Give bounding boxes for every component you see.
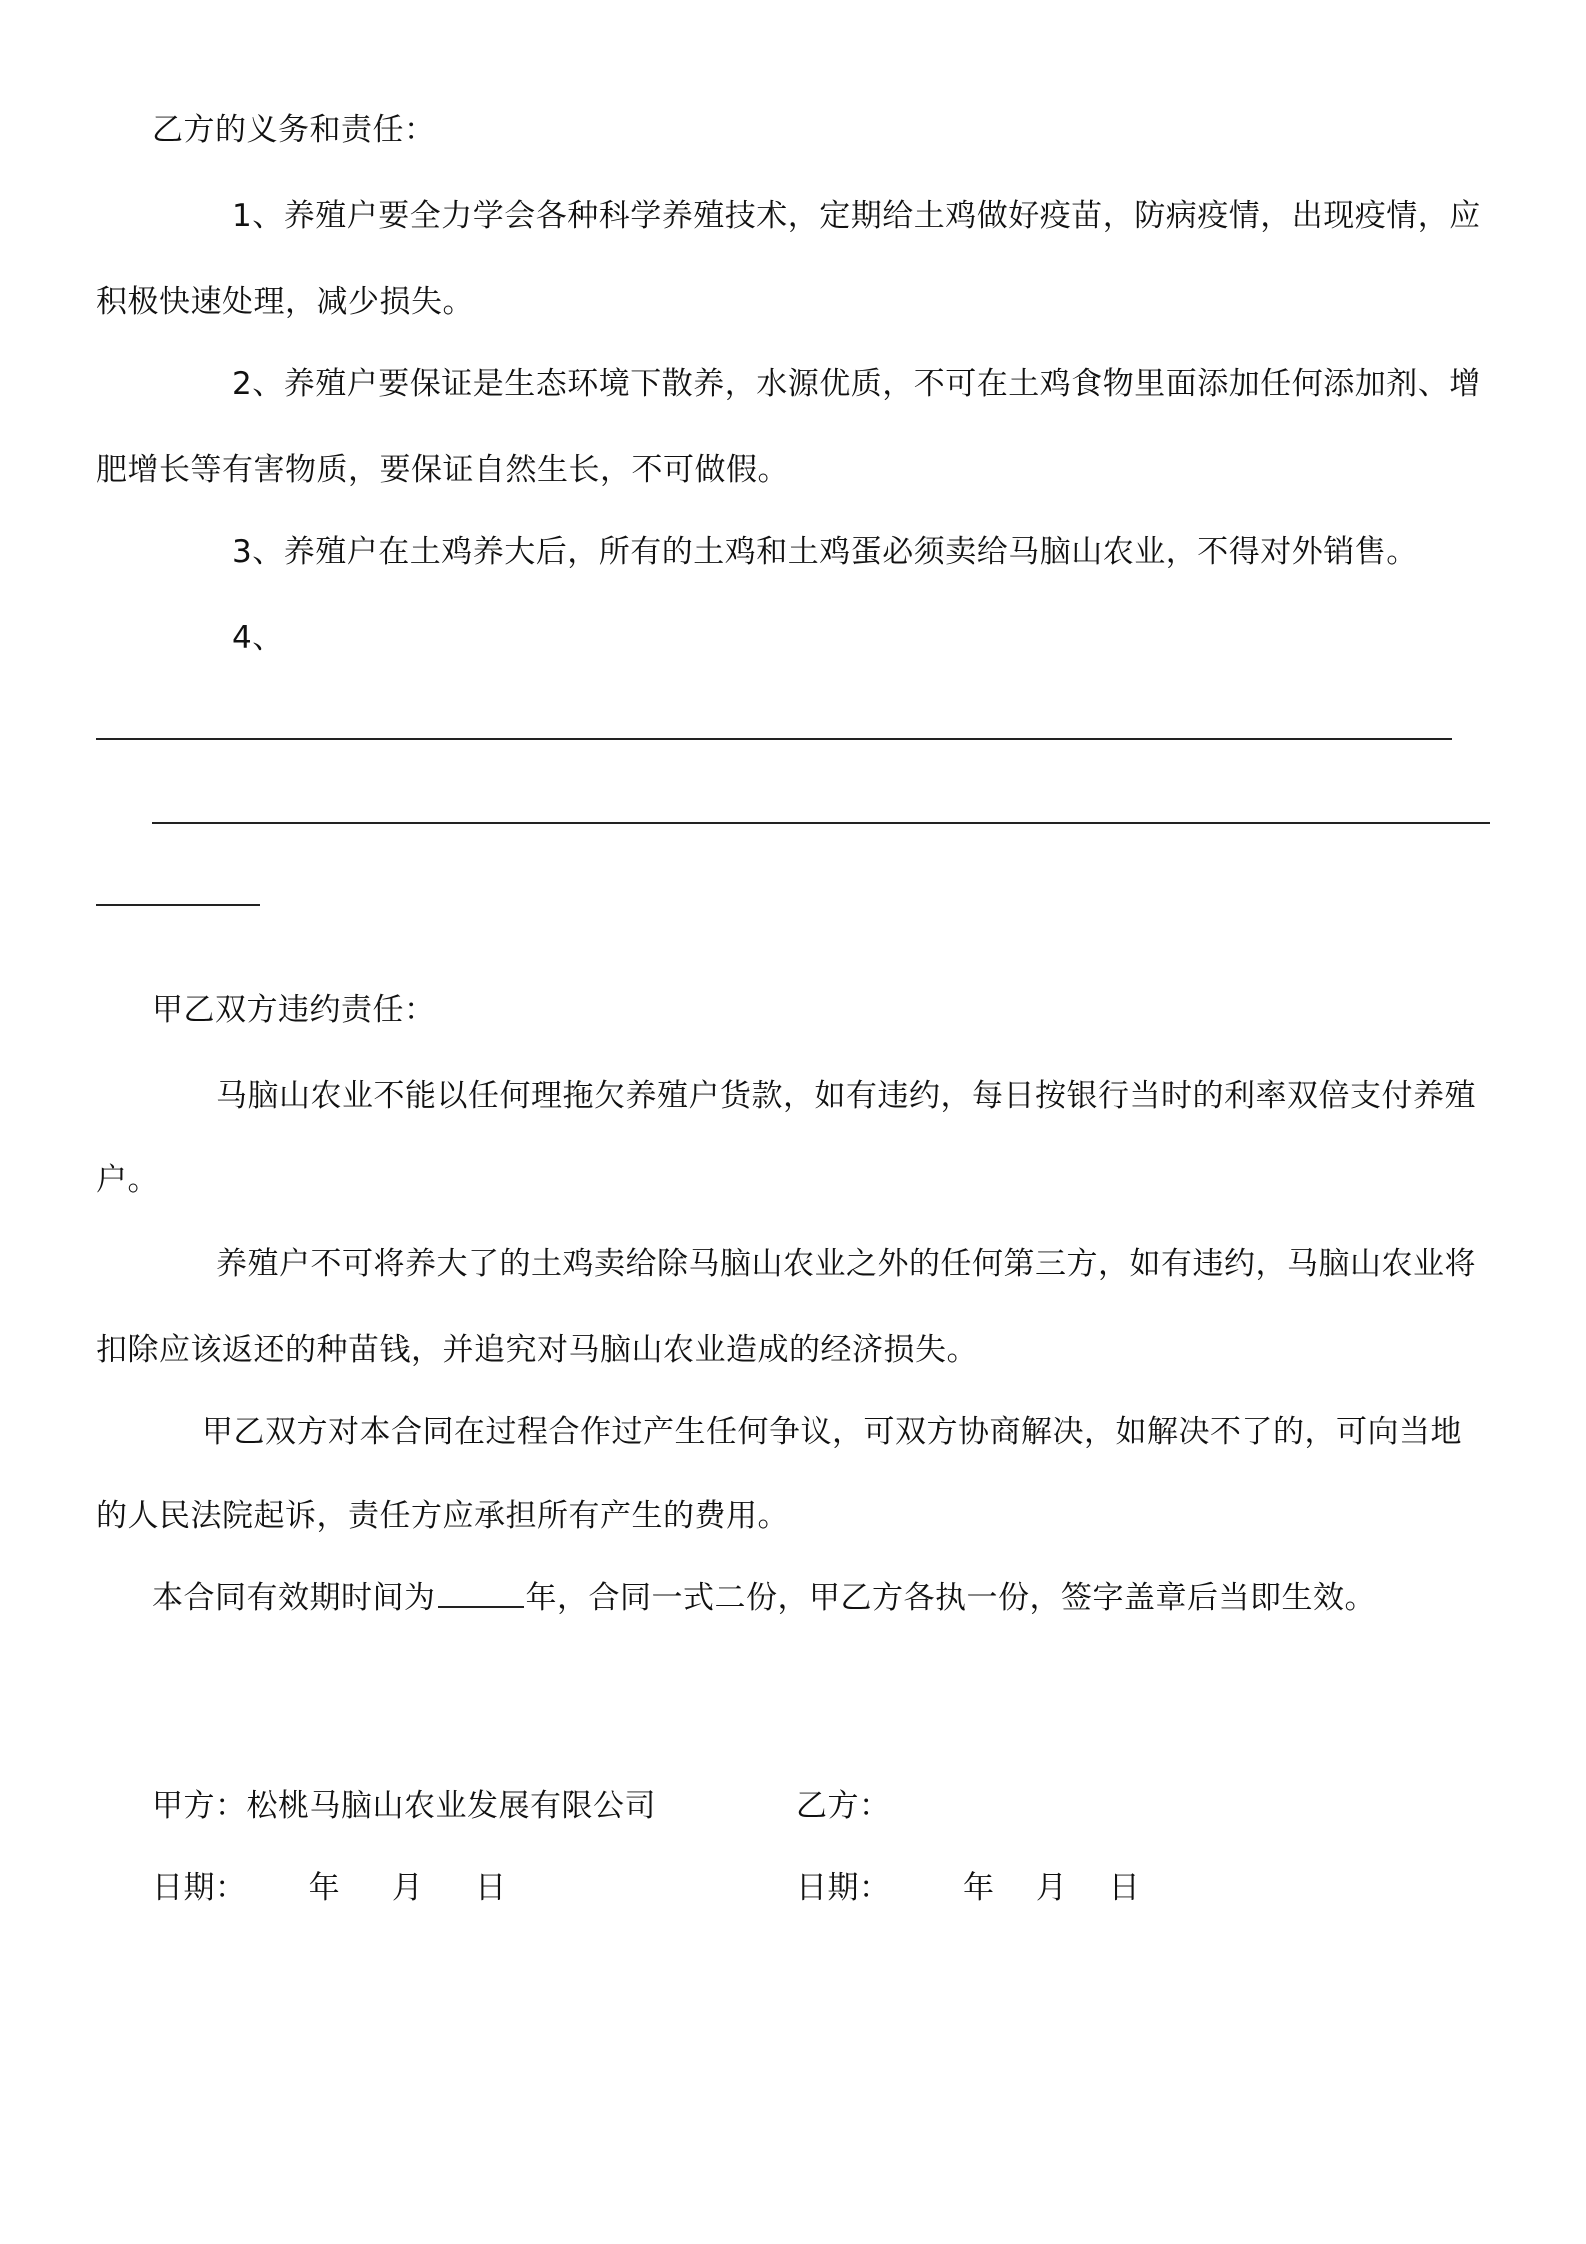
validity-years-blank (438, 1584, 524, 1608)
blank-fill-line-2 (152, 822, 1490, 824)
validity-clause (152, 1578, 1376, 1618)
breach-p2-line-1: 养殖户不可将养大了的土鸡卖给除马脑山农业之外的任何第三方，如有违约，马脑山农业将 (216, 1246, 1476, 1282)
validity-suffix: 年，合同一式二份，甲乙方各执一份，签字盖章后当即生效。 (525, 1580, 1376, 1616)
party-a-date: 日期： 年 月 日 (152, 1870, 507, 1906)
breach-heading: 甲乙双方违约责任： (152, 992, 436, 1028)
party-b-signature: 乙方： (796, 1788, 891, 1824)
blank-fill-line-3 (96, 904, 260, 906)
obligation-item-3: 3、养殖户在土鸡养大后，所有的土鸡和土鸡蛋必须卖给马脑山农业，不得对外销售。 (232, 534, 1418, 570)
obligation-item-1-line-1: 1、养殖户要全力学会各种科学养殖技术，定期给土鸡做好疫苗，防病疫情，出现疫情，应 (232, 198, 1481, 234)
breach-p3-line-2: 的人民法院起诉，责任方应承担所有产生的费用。 (96, 1498, 789, 1534)
obligation-item-1-line-2: 积极快速处理，减少损失。 (96, 284, 474, 320)
validity-prefix: 本合同有效期时间为 (152, 1580, 436, 1616)
breach-p2-line-2: 扣除应该返还的种苗钱，并追究对马脑山农业造成的经济损失。 (96, 1332, 978, 1368)
obligations-heading: 乙方的义务和责任： (152, 112, 436, 148)
blank-fill-line-1 (96, 738, 1452, 740)
breach-p3-line-1: 甲乙双方对本合同在过程合作过产生任何争议，可双方协商解决，如解决不了的，可向当地 (202, 1414, 1462, 1450)
breach-p1-line-2: 户。 (96, 1162, 159, 1198)
obligation-item-2-line-2: 肥增长等有害物质，要保证自然生长，不可做假。 (96, 452, 789, 488)
party-b-date: 日期： 年 月 日 (796, 1870, 1141, 1906)
breach-p1-line-1: 马脑山农业不能以任何理拖欠养殖户货款，如有违约，每日按银行当时的利率双倍支付养殖 (216, 1078, 1476, 1114)
party-a-signature: 甲方：松桃马脑山农业发展有限公司 (152, 1788, 656, 1824)
obligation-item-4-label: 4、 (232, 620, 284, 656)
obligation-item-2-line-1: 2、养殖户要保证是生态环境下散养，水源优质，不可在土鸡食物里面添加任何添加剂、增 (232, 366, 1481, 402)
